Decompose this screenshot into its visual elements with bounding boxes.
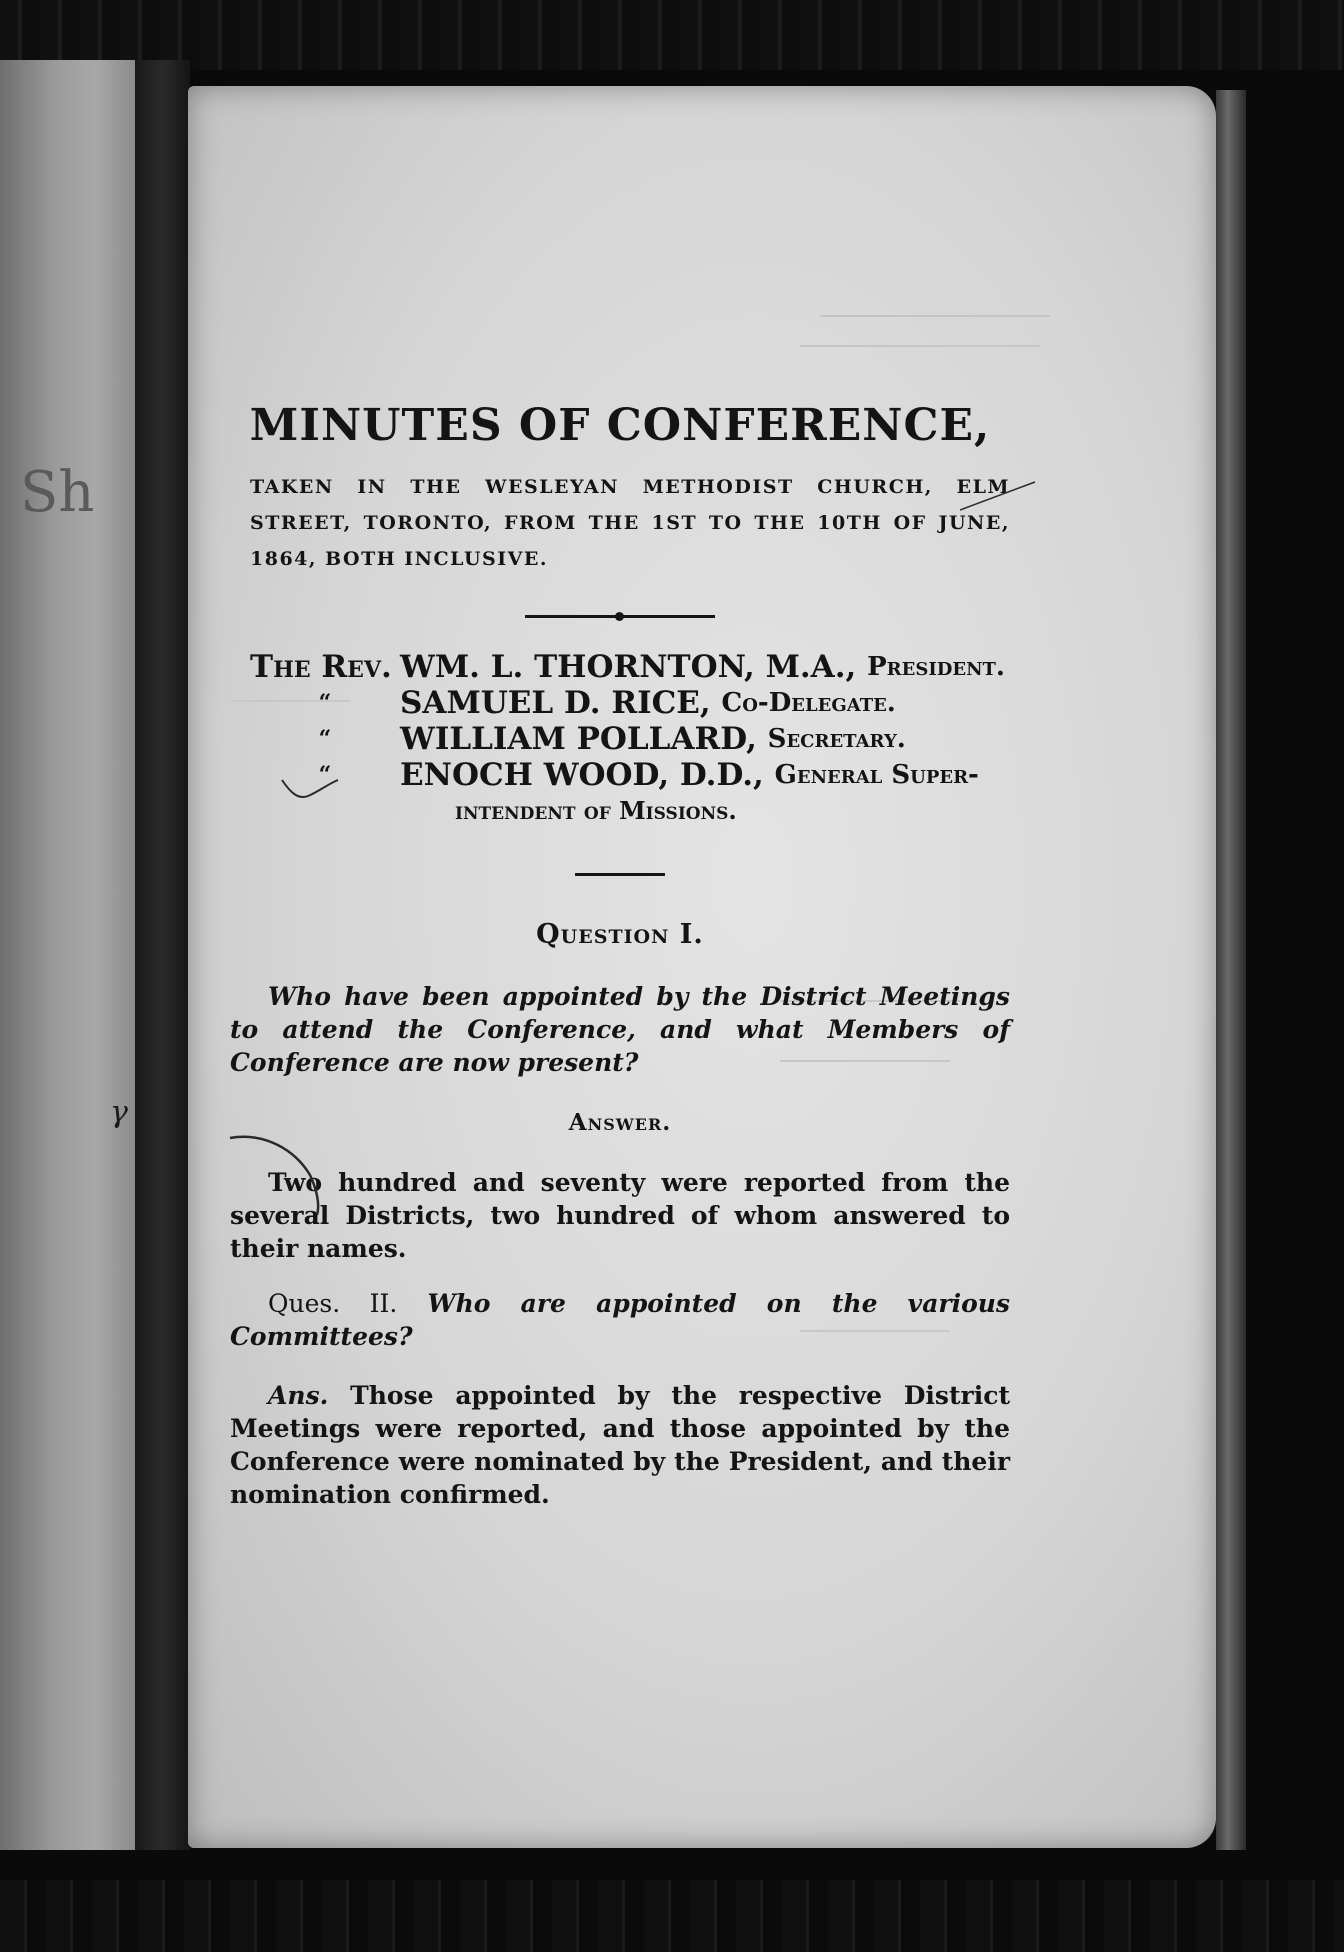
page-content (230, 400, 1010, 1511)
officer-role: General Super- (774, 760, 979, 790)
question-text: Who are appointed on the various Committees? (230, 1289, 1010, 1351)
facing-page-text: Sh (20, 460, 95, 525)
page-subtitle: TAKEN IN THE WESLEYAN METHODIST CHURCH, ELM STREET, TORONTO, FROM THE 1ST TO THE 10TH OF JUNE, 1864, BOTH INCLUSIVE. (250, 476, 1010, 570)
ditto-mark: “ (318, 690, 332, 716)
ornamental-rule (525, 611, 715, 621)
answer-text: Those appointed by the respective District Meetings were reported, and those appointed by the Conference were nominated by the President, and their nomination confirmed. (230, 1381, 1010, 1509)
pencil-line (960, 480, 1040, 520)
answer-heading: Answer. (568, 1109, 672, 1136)
pencil-stroke (225, 1130, 335, 1220)
officers-list (250, 649, 1010, 829)
officer-name: SAMUEL D. RICE, (400, 685, 711, 721)
question-heading: Question I. (536, 919, 704, 950)
question-paragraph (230, 1287, 1010, 1353)
officer-role-continuation: intendent of Missions. (455, 796, 737, 825)
officer-row (250, 721, 1010, 757)
officer-role: Secretary. (767, 724, 906, 754)
officer-name: WILLIAM POLLARD, (400, 721, 757, 757)
officer-row (250, 757, 1010, 793)
answer-text: Two hundred and seventy were reported from the several Districts, two hundred of whom answered to their names. (230, 1168, 1010, 1263)
question-text: Who have been appointed by the District Meetings to attend the Conference, and what Members of Conference are now present? (230, 982, 1010, 1077)
ditto-mark: “ (318, 726, 332, 752)
officer-role: President. (867, 652, 1005, 682)
officer-role: Co-Delegate. (721, 688, 896, 718)
answer-label: Ans. (268, 1381, 329, 1410)
margin-pencil-mark: γ (110, 1095, 128, 1130)
book-gutter (135, 60, 190, 1850)
officer-row (250, 685, 1010, 721)
scan-border-top (0, 0, 1344, 70)
officer-name: ENOCH WOOD, D.D., (400, 757, 764, 793)
section-rule (575, 869, 665, 879)
officer-prefix: The Rev. (250, 649, 392, 685)
page-stack-edge (1216, 90, 1246, 1850)
answer-paragraph (230, 1379, 1010, 1511)
officer-row (250, 649, 1010, 685)
scan-border-bottom (0, 1880, 1344, 1952)
page-title: MINUTES OF CONFERENCE, (249, 400, 991, 451)
ditto-mark: “ (318, 762, 332, 788)
officer-name: WM. L. THORNTON, M.A., (400, 649, 857, 685)
pencil-check (280, 770, 340, 810)
question-label: Ques. II. (268, 1289, 398, 1318)
facing-page-edge (0, 60, 135, 1850)
